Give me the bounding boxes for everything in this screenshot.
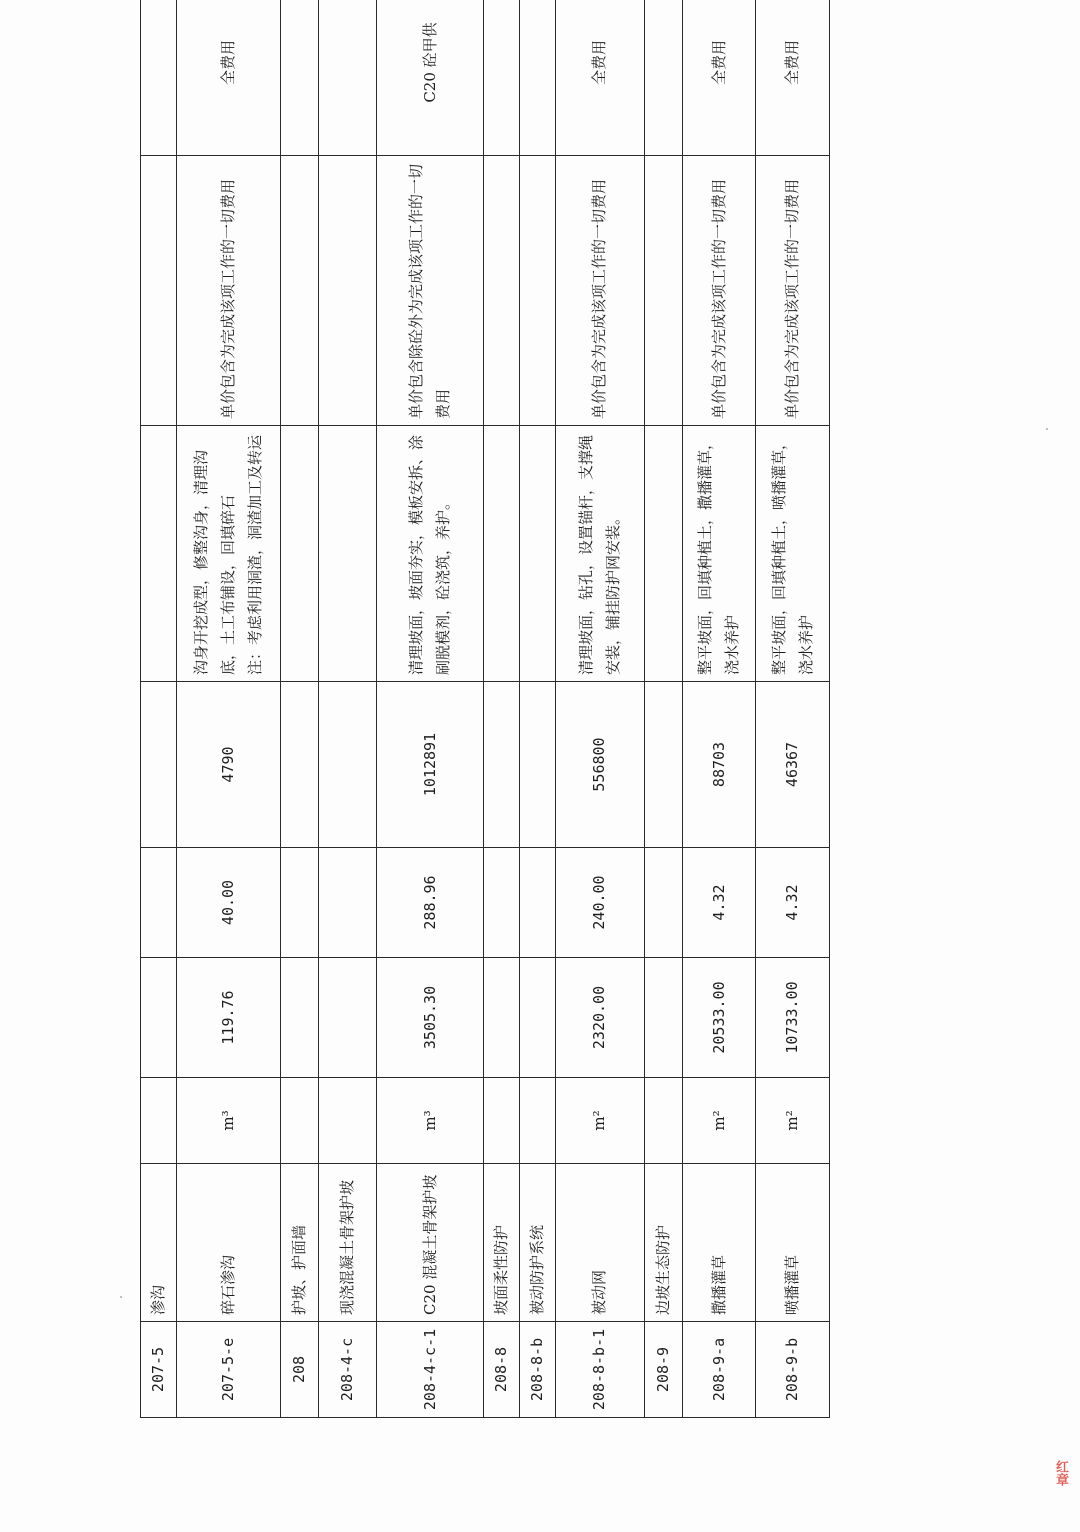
table-row	[319, 0, 377, 1418]
unit-price-cell	[141, 848, 177, 958]
item-name-cell: 被动网	[555, 1164, 644, 1322]
unit-price-cell: 4.32	[756, 848, 830, 958]
price-note-cell: 单价包含除砼外为完成该项工作的一切费用	[377, 156, 484, 426]
unit-cell: m³	[176, 1078, 281, 1164]
quantity-cell: 20533.00	[682, 958, 756, 1078]
unit-price-cell	[520, 848, 556, 958]
work-content-cell: 清理坡面，钻孔，设置锚杆，支撑绳安装，铺挂防护网安装。	[555, 426, 644, 682]
price-note-cell: 单价包含为完成该项工作的一切费用	[682, 156, 756, 426]
table-row	[555, 0, 644, 1418]
unit-cell	[141, 1078, 177, 1164]
unit-cell	[644, 1078, 682, 1164]
item-name-cell: 碎石渗沟	[176, 1164, 281, 1322]
work-content-cell: 清理坡面，坡面夯实，模板安拆、涂刷脱模剂，砼浇筑，养护。	[377, 426, 484, 682]
unit-cell: m²	[682, 1078, 756, 1164]
unit-cell: m³	[377, 1078, 484, 1164]
quantity-cell	[141, 958, 177, 1078]
amount-cell: 4790	[176, 682, 281, 848]
quantity-cell	[520, 958, 556, 1078]
unit-price-cell: 240.00	[555, 848, 644, 958]
table-row	[141, 0, 177, 1418]
quantity-cell	[644, 958, 682, 1078]
work-content-cell	[141, 426, 177, 682]
unit-cell	[281, 1078, 319, 1164]
item-code-cell: 208-8	[484, 1322, 520, 1418]
table-row	[756, 0, 830, 1418]
item-code-cell: 208	[281, 1322, 319, 1418]
remark-cell: 全费用	[682, 0, 756, 156]
unit-price-cell: 4.32	[682, 848, 756, 958]
remark-cell	[319, 0, 377, 156]
amount-cell	[141, 682, 177, 848]
amount-cell: 1012891	[377, 682, 484, 848]
price-note-cell	[520, 156, 556, 426]
unit-price-cell: 40.00	[176, 848, 281, 958]
item-name-cell: 撒播灌草	[682, 1164, 756, 1322]
work-content-cell	[319, 426, 377, 682]
item-code-cell: 208-4-c	[319, 1322, 377, 1418]
price-note-cell	[281, 156, 319, 426]
remark-cell	[141, 0, 177, 156]
unit-price-cell: 288.96	[377, 848, 484, 958]
remark-cell	[520, 0, 556, 156]
item-name-cell: 护坡、护面墙	[281, 1164, 319, 1322]
work-content-cell: 沟身开挖成型，修整沟身，清理沟底，土工布铺设，回填碎石 注：考虑利用洞渣，洞渣加工及转运	[176, 426, 281, 682]
item-name-cell: 现浇混凝土骨架护坡	[319, 1164, 377, 1322]
unit-price-cell	[644, 848, 682, 958]
work-content-cell	[520, 426, 556, 682]
item-code-cell: 208-4-c-1	[377, 1322, 484, 1418]
red-stamp-fragment: 红章	[1053, 1460, 1068, 1486]
quantity-cell: 119.76	[176, 958, 281, 1078]
quantity-cell	[484, 958, 520, 1078]
quantity-cell: 3505.30	[377, 958, 484, 1078]
quantity-cell: 10733.00	[756, 958, 830, 1078]
rotated-table-wrapper	[140, 22, 830, 1418]
table-row	[281, 0, 319, 1418]
table-row	[682, 0, 756, 1418]
item-code-cell: 208-8-b	[520, 1322, 556, 1418]
item-name-cell: C20 混凝土骨架护坡	[377, 1164, 484, 1322]
unit-price-cell	[319, 848, 377, 958]
table-row	[377, 0, 484, 1418]
item-name-cell: 被动防护系统	[520, 1164, 556, 1322]
work-content-cell	[484, 426, 520, 682]
item-code-cell: 208-8-b-1	[555, 1322, 644, 1418]
unit-price-cell	[281, 848, 319, 958]
price-note-cell	[141, 156, 177, 426]
remark-cell	[484, 0, 520, 156]
unit-price-cell	[484, 848, 520, 958]
work-content-cell: 整平坡面，回填种植土，撒播灌草，浇水养护	[682, 426, 756, 682]
price-note-cell: 单价包含为完成该项工作的一切费用	[756, 156, 830, 426]
bill-of-quantities-table	[140, 0, 830, 1418]
remark-cell	[281, 0, 319, 156]
table-row	[176, 0, 281, 1418]
unit-cell	[520, 1078, 556, 1164]
unit-cell: m²	[555, 1078, 644, 1164]
remark-cell: 全费用	[176, 0, 281, 156]
work-content-cell	[644, 426, 682, 682]
scan-speck	[1046, 428, 1048, 430]
amount-cell	[484, 682, 520, 848]
item-code-cell: 208-9	[644, 1322, 682, 1418]
amount-cell: 556800	[555, 682, 644, 848]
remark-cell: C20 砼甲供	[377, 0, 484, 156]
unit-cell	[484, 1078, 520, 1164]
remark-cell	[644, 0, 682, 156]
amount-cell	[319, 682, 377, 848]
scan-speck	[120, 1296, 122, 1298]
amount-cell	[520, 682, 556, 848]
table-row	[644, 0, 682, 1418]
work-content-cell: 整平坡面，回填种植土，喷播灌草，浇水养护	[756, 426, 830, 682]
quantity-cell: 2320.00	[555, 958, 644, 1078]
unit-cell	[319, 1078, 377, 1164]
price-note-cell	[644, 156, 682, 426]
item-name-cell: 喷播灌草	[756, 1164, 830, 1322]
price-note-cell: 单价包含为完成该项工作的一切费用	[176, 156, 281, 426]
amount-cell: 88703	[682, 682, 756, 848]
table-row	[484, 0, 520, 1418]
price-note-cell	[484, 156, 520, 426]
price-note-cell: 单价包含为完成该项工作的一切费用	[555, 156, 644, 426]
item-name-cell: 渗沟	[141, 1164, 177, 1322]
remark-cell: 全费用	[756, 0, 830, 156]
item-code-cell: 208-9-a	[682, 1322, 756, 1418]
quantity-cell	[319, 958, 377, 1078]
quantity-cell	[281, 958, 319, 1078]
work-content-cell	[281, 426, 319, 682]
amount-cell: 46367	[756, 682, 830, 848]
item-code-cell: 207-5	[141, 1322, 177, 1418]
item-code-cell: 207-5-e	[176, 1322, 281, 1418]
item-name-cell: 坡面柔性防护	[484, 1164, 520, 1322]
table-row	[520, 0, 556, 1418]
item-name-cell: 边坡生态防护	[644, 1164, 682, 1322]
amount-cell	[281, 682, 319, 848]
amount-cell	[644, 682, 682, 848]
remark-cell: 全费用	[555, 0, 644, 156]
item-code-cell: 208-9-b	[756, 1322, 830, 1418]
unit-cell: m²	[756, 1078, 830, 1164]
price-note-cell	[319, 156, 377, 426]
